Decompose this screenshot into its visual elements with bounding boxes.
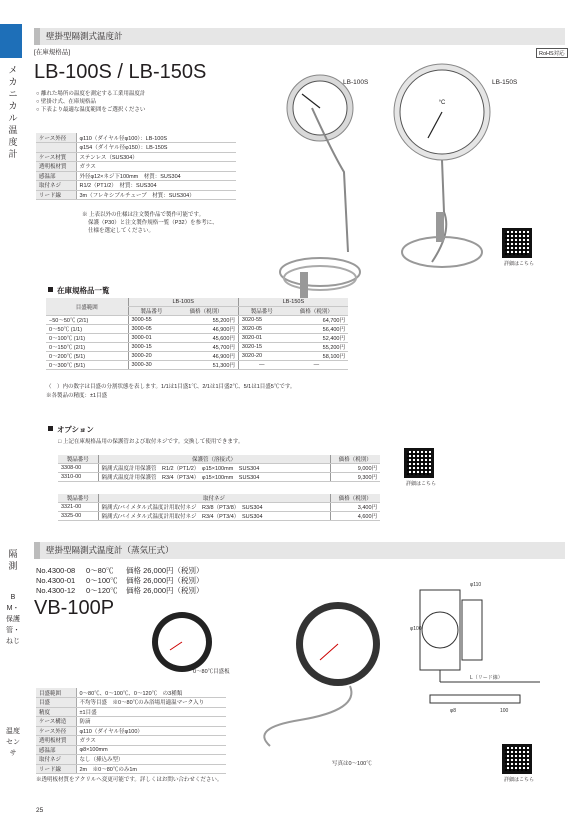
feature-item: ○ 壁掛け式、在庫規格品 xyxy=(36,99,96,105)
side-label-top: メカニカル温度計 xyxy=(8,65,18,159)
vb-dimension-drawing xyxy=(410,570,560,720)
feature-list xyxy=(36,90,145,114)
lb100s-label: LB-100S xyxy=(343,79,369,86)
qr-code-vb[interactable] xyxy=(502,744,532,774)
lb150s-gauge-image xyxy=(392,62,492,282)
side-label-bottom-sub2: 温度センサ xyxy=(6,728,20,757)
spec-row: 感温部 φ8×100mm xyxy=(36,745,226,755)
lb-spec-table xyxy=(36,133,236,200)
vb-model-row: No.4300-08 0〜80℃ 価格 26,000円（税別） xyxy=(36,566,204,575)
spec-row: 目盛 不均等目盛 ※0〜80℃のみ浴場用適温マーク入り xyxy=(36,698,226,708)
stock-row: 0〜150℃ (2/1) 3000-15 45,700円 3020-15 55,200円 xyxy=(46,343,348,352)
option-row: 3308-00 隔測式温度計用保護管 R1/2（PT1/2） φ15×100mm SUS304 9,000円 xyxy=(58,464,380,473)
qr-label-lb: 詳細はこちら xyxy=(504,261,535,267)
spec-row: 感温部 外径φ12×ネジ下100mm 材質：SUS304 xyxy=(36,171,236,181)
vb-note: ※透明板材質をアクリルへ変更可能です。詳しくはお問い合わせください。 xyxy=(36,777,223,783)
dim-label-lead: L（リード線） xyxy=(470,675,503,681)
stock-table: 目盛範囲 LB-100S LB-150S 製品番号 価格（税別） 製品番号 価格（税別） −50〜50℃ (2/1) 3000-55 55,200円 3020-55 64,700円 0〜50℃ (1/1) 3000-05 46,900円 3020-05 56,400円 0〜100℃ (1/1) 3000-01 45,600円 3020-01 52,400円 0〜150℃ (2/1) 3000-15 45,700円 3020-15 55,200円 0〜200℃ (5/1) 3000-20 46,900円 3020-20 58,100円 0〜300℃ (5/1) 3000-30 51,300円 — — xyxy=(46,298,348,370)
stock-list-title: 在庫規格品一覧 xyxy=(48,285,110,296)
vb-model-list xyxy=(36,566,204,596)
lb100s-gauge-image xyxy=(272,72,372,312)
options-table-2: 製品番号 取付ネジ 価格（税別） 3321-00 隔測式/バイメタル式温度計用取付ネジ R3/8（PT3/8） SUS304 3,400円 3325-00 隔測式/バイメタル式温度計用取付ネジ R3/4（PT3/4） SUS304 4,600円 xyxy=(58,494,380,521)
option-row: 3321-00 隔測式/バイメタル式温度計用取付ネジ R3/8（PT3/8） SUS304 3,400円 xyxy=(58,503,380,512)
spec-row: リード線 2m ※0〜80℃のみ1m xyxy=(36,764,226,774)
rohs-badge: RoHS対応 xyxy=(536,48,568,58)
stock-row: 0〜200℃ (5/1) 3000-20 46,900円 3020-20 58,100円 xyxy=(46,352,348,361)
spec-row: 透明板材質 ガラス xyxy=(36,736,226,746)
qr-code-lb[interactable] xyxy=(502,228,532,258)
feature-item: ○ 下表より最適な温度範囲をご選択ください xyxy=(36,107,146,113)
vb-spec-table xyxy=(36,688,226,774)
product-title: LB-100S / LB-150S xyxy=(34,61,207,83)
lb150s-label: LB-150S xyxy=(492,79,518,86)
spec-row: φ154（ダイヤル径φ150）：LB-150S xyxy=(36,143,236,153)
side-label-bottom: 隔測 xyxy=(8,549,18,571)
options-intro: □ 上記在庫規格品用の保護管および取付ネジです。交換して使用できます。 xyxy=(58,439,244,445)
stock-note-1: （ ）内の数字は目盛の分割状態を表します。1/1は1目盛1℃、2/1は1目盛2℃、5/1は1目盛5℃です。 xyxy=(46,384,296,390)
feature-item: ○ 離れた場所の温度を測定する工業用温度計 xyxy=(36,91,146,97)
dim-label-outer: φ110 xyxy=(470,582,482,588)
spec-row: ケース外径 φ110（ダイヤル径φ100）：LB-100S xyxy=(36,133,236,143)
spec-row: 目盛範囲 0〜80℃、0〜100℃、0〜120℃ の3種類 xyxy=(36,688,226,698)
qr-code-options[interactable] xyxy=(404,448,434,478)
svg-text:°C: °C xyxy=(438,100,446,106)
stock-row: −50〜50℃ (2/1) 3000-55 55,200円 3020-55 64,700円 xyxy=(46,316,348,325)
spec-row: ケース材質 ステンレス（SUS304） xyxy=(36,152,236,162)
stock-row: 0〜50℃ (1/1) 3000-05 46,900円 3020-05 56,400円 xyxy=(46,325,348,334)
dim-label-sensor-dia: φ8 xyxy=(450,708,457,714)
spec-row: リード線 3m（フレキシブルチューブ 材質：SUS304） xyxy=(36,190,236,200)
spec-row: 精度 ±1目盛 xyxy=(36,707,226,717)
vb-small-gauge-image xyxy=(150,610,214,674)
section2-header: 壁掛型隔測式温度計（蒸気圧式） xyxy=(34,542,565,559)
vb-large-gauge-image xyxy=(240,600,400,750)
vb-model-row: No.4300-12 0〜120℃ 価格 26,000円（税別） xyxy=(36,586,204,595)
option-row: 3310-00 隔測式温度計用保護管 R3/4（PT3/4） φ15×100mm SUS304 9,300円 xyxy=(58,473,380,482)
vb-photo-caption: 写真は0〜100℃ xyxy=(332,761,372,767)
side-label-bottom-sub: BM・保護管・ねじ xyxy=(6,594,20,645)
vb-title: VB-100P xyxy=(34,597,115,619)
qr-label-vb: 詳細はこちら xyxy=(504,777,535,783)
vb-small-caption: 0〜80℃目盛板 xyxy=(193,669,230,675)
dim-label-sensor-length: 100 xyxy=(500,708,509,714)
spec-row: 取付ネジ なし（挿込み型） xyxy=(36,755,226,765)
section1-header: 壁掛型隔測式温度計 xyxy=(34,28,565,45)
spec-row: 透明板材質 ガラス xyxy=(36,162,236,172)
page-number: 25 xyxy=(36,807,44,814)
spec-row: 取付ネジ R1/2（PT1/2） 材質：SUS304 xyxy=(36,181,236,191)
option-row: 3325-00 隔測式/バイメタル式温度計用取付ネジ R3/4（PT3/4） SUS304 4,600円 xyxy=(58,512,380,521)
dim-label-dial: φ100 xyxy=(410,626,422,632)
category-label: [在庫規格品] xyxy=(34,49,71,56)
spec-row: ケース外径 φ110（ダイヤル径φ100） xyxy=(36,726,226,736)
options-title: オプション xyxy=(48,424,94,435)
stock-note-2: ※各製品の精度：±1目盛 xyxy=(46,393,108,399)
spec-notes: ※ 上表以外の仕様は注文製作品で製作可能です。 保護（P30）と注文製作規格一覧（P32）を参考に、 仕様を選定してください。 xyxy=(82,212,218,234)
stock-row: 0〜300℃ (5/1) 3000-30 51,300円 — — xyxy=(46,361,348,370)
stock-row: 0〜100℃ (1/1) 3000-01 45,600円 3020-01 52,400円 xyxy=(46,334,348,343)
options-table-1: 製品番号 保護管（溶接式） 価格（税別） 3308-00 隔測式温度計用保護管 R1/2（PT1/2） φ15×100mm SUS304 9,000円 3310-00 隔測式温度計用保護管 R3/4（PT3/4） φ15×100mm SUS304 9,300円 xyxy=(58,455,380,482)
side-color-tab xyxy=(0,24,22,58)
spec-row: ケース構造 防滴 xyxy=(36,717,226,727)
qr-label-options: 詳細はこちら xyxy=(406,481,437,487)
vb-model-row: No.4300-01 0〜100℃ 価格 26,000円（税別） xyxy=(36,576,204,585)
